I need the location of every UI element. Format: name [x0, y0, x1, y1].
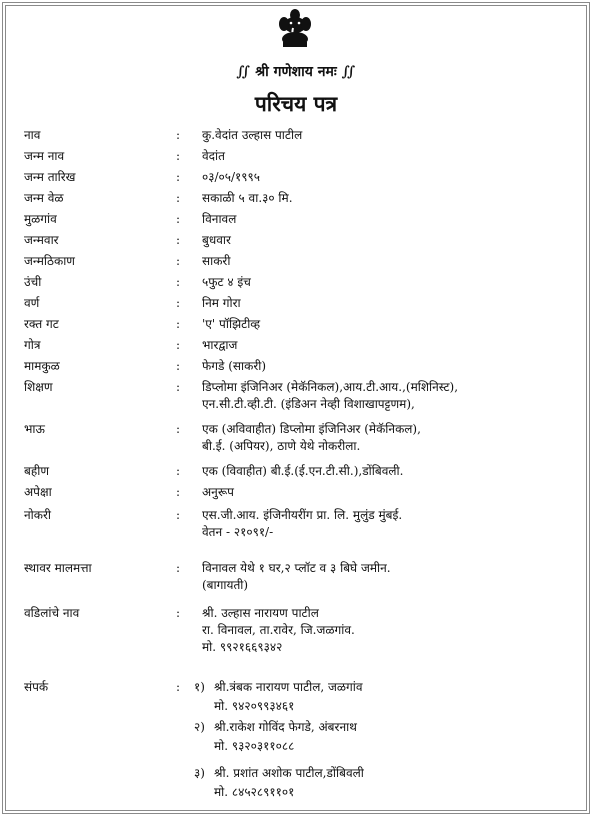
field-value: श्री. उल्हास नारायण पाटील	[202, 606, 319, 620]
field-value: फेगडे (साकरी)	[202, 359, 267, 373]
field-label: उंची	[24, 275, 42, 289]
contact-name: श्री. प्रशांत अशोक पाटील,डोंबिवली	[214, 766, 364, 780]
field-value: विनावल	[202, 212, 237, 226]
field-colon: :	[176, 422, 181, 436]
field-value: एक (अविवाहीत) डिप्लोमा इंजिनिअर (मेकॅनिकल),	[202, 422, 421, 436]
field-value: साकरी	[202, 254, 231, 268]
contact-mobile: मो. ८४५२८९११०१	[214, 785, 295, 799]
field-value-line3: मो. ९९२१६६९३४२	[202, 640, 283, 654]
field-colon: :	[176, 149, 181, 163]
field-value-line2: बी.ई. (अपियर), ठाणे येथे नोकरीला.	[202, 439, 361, 453]
field-colon: :	[176, 254, 181, 268]
field-value-line2: रा. विनावल, ता.रावेर, जि.जळगांव.	[202, 623, 355, 637]
field-colon: :	[176, 380, 181, 394]
field-value: बुधवार	[202, 233, 231, 247]
field-label: वडिलांचे नाव	[24, 606, 80, 620]
contact-number: २)	[194, 720, 205, 734]
contact-mobile: मो. ९४२०९९३४६१	[214, 699, 295, 713]
contact-name: श्री.त्रंबक नारायण पाटील, जळगांव	[214, 680, 363, 694]
field-colon: :	[176, 606, 181, 620]
field-colon: :	[176, 233, 181, 247]
field-label: जन्म तारिख	[24, 170, 76, 184]
field-label: मामकुळ	[24, 359, 60, 373]
contact-name: श्री.राकेश गोविंद फेगडे, अंबरनाथ	[214, 720, 357, 734]
field-label: मुळगांव	[24, 212, 57, 226]
field-colon: :	[176, 561, 181, 575]
field-colon: :	[176, 170, 181, 184]
contact-number: ३)	[194, 766, 205, 780]
contact-mobile: मो. ९३२०३११०८८	[214, 739, 295, 753]
field-value-line2: (बागायती)	[202, 578, 249, 592]
field-value: डिप्लोमा इंजिनिअर (मेकॅनिकल),आय.टी.आय.,(मशिनिस्ट),	[202, 380, 459, 394]
field-value: विनावल येथे १ घर,२ प्लॉट व ३ बिघे जमीन.	[202, 561, 391, 575]
field-value: कु.वेदांत उल्हास पाटील	[202, 128, 303, 142]
page-title: परिचय पत्र	[254, 91, 338, 116]
field-label: भाऊ	[24, 422, 45, 436]
field-value: भारद्वाज	[202, 338, 238, 352]
field-colon: :	[176, 359, 181, 373]
field-colon: :	[176, 338, 181, 352]
field-label: जन्म वेळ	[24, 191, 64, 205]
field-colon: :	[176, 485, 181, 499]
field-label: जन्म नाव	[24, 149, 65, 163]
field-label: नाव	[24, 128, 41, 142]
field-colon: :	[176, 191, 181, 205]
field-colon: :	[176, 508, 181, 522]
field-label: बहीण	[24, 464, 50, 478]
field-label: अपेक्षा	[24, 485, 52, 499]
field-value: एक (विवाहीत) बी.ई.(ई.एन.टी.सी.),डोंबिवली.	[202, 464, 404, 478]
field-label: शिक्षण	[24, 380, 53, 394]
field-colon: :	[176, 128, 181, 142]
field-label: नोकरी	[24, 508, 52, 522]
field-label: जन्मठिकाण	[24, 254, 75, 268]
field-value-line2: एन.सी.टी.व्ही.टी. (इंडिअन नेव्ही विशाखापट्टणम),	[202, 397, 415, 411]
field-colon: :	[176, 680, 181, 694]
field-colon: :	[176, 296, 181, 310]
field-value: ०३/०५/१९९५	[202, 170, 261, 184]
field-value: सकाळी ५ वा.३० मि.	[202, 191, 293, 205]
field-colon: :	[176, 317, 181, 331]
field-value: अनुरूप	[202, 485, 234, 499]
field-label: वर्ण	[24, 296, 40, 310]
field-value: ५फुट ४ इंच	[202, 275, 251, 289]
mantra-line: ∬ श्री गणेशाय नमः ∬	[236, 64, 356, 80]
field-label: संपर्क	[24, 680, 49, 694]
field-label: रक्त गट	[24, 317, 59, 331]
field-colon: :	[176, 464, 181, 478]
field-value: निम गोरा	[202, 296, 241, 310]
field-label: गोत्र	[24, 338, 41, 352]
field-colon: :	[176, 212, 181, 226]
contact-number: १)	[194, 680, 205, 694]
field-label: स्थावर मालमत्ता	[24, 561, 92, 575]
field-value-line2: वेतन - २१०९१/-	[202, 525, 274, 539]
field-value: वेदांत	[202, 149, 225, 163]
field-label: जन्मवार	[24, 233, 59, 247]
ganesha-icon	[278, 8, 312, 48]
field-value: एस.जी.आय. इंजिनीयरींग प्रा. लि. मुलुंड मुंबई.	[202, 508, 403, 522]
field-value: 'ए' पॉझिटीव्ह	[202, 317, 261, 331]
field-colon: :	[176, 275, 181, 289]
